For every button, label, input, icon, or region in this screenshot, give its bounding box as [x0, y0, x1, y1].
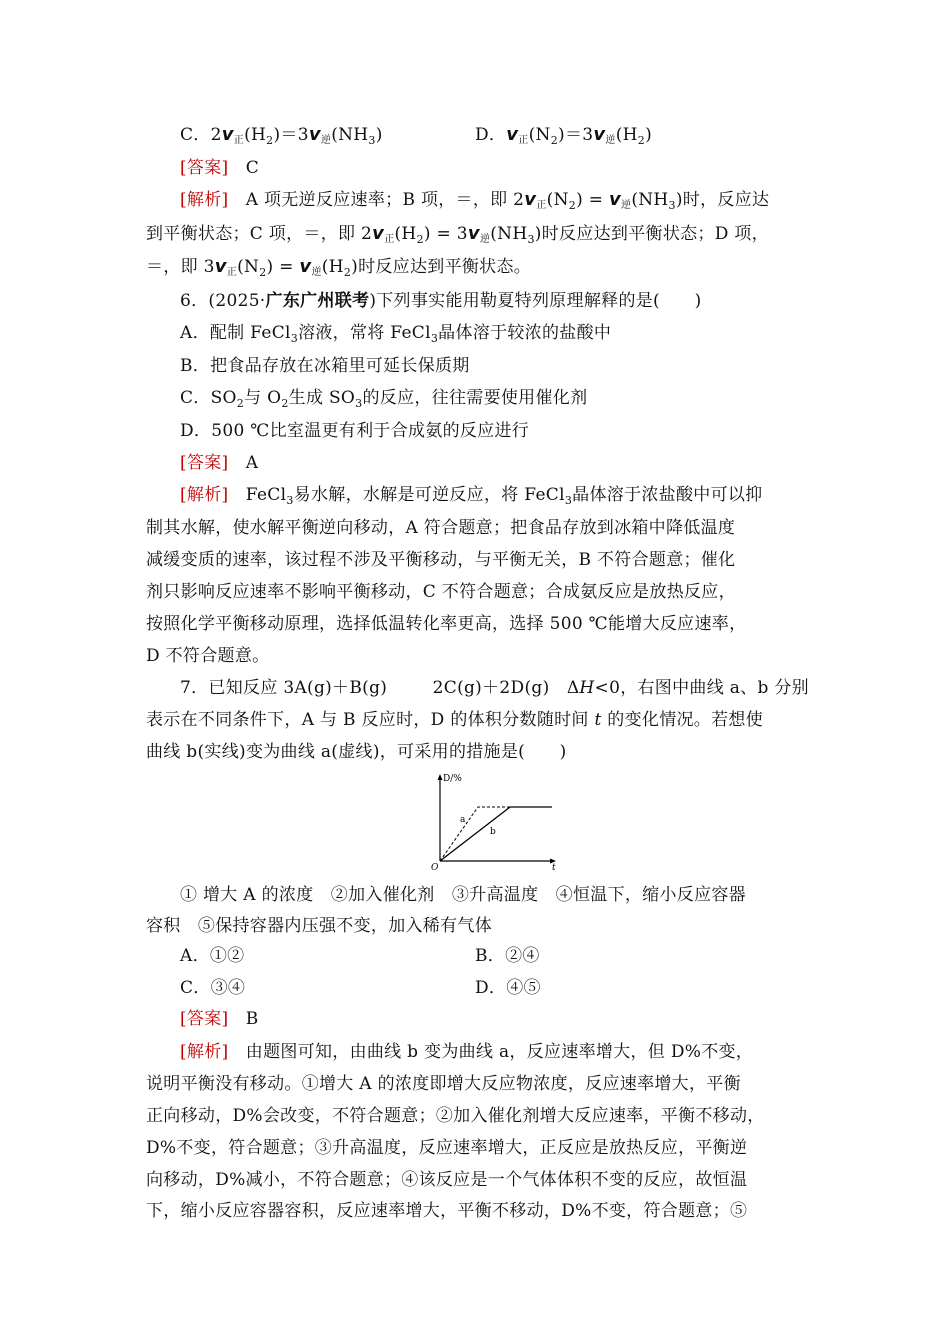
q5-answer: [答案] C [180, 158, 260, 178]
q5-explanation-line3: ＝，即 $3v_正(N_2) = v_逆(H_2)$时反应达到平衡状态。 [146, 256, 532, 279]
q6-option-d: D．500 ℃比室温更有利于合成氨的反应进行 [180, 421, 530, 441]
curve-b [440, 807, 552, 861]
q6-answer: [答案] A [180, 453, 259, 473]
curve-b-label: b [490, 827, 496, 837]
q5-explanation-line2: 到平衡状态；C 项，＝，即 $2v_正(H_2) = 3v_逆(NH_3)$时反应达到平衡状态；D 项， [146, 223, 769, 246]
y-axis-label: D/% [443, 774, 462, 784]
q6-explanation-line6: D 不符合题意。 [146, 646, 270, 666]
q6-explanation-line1: [解析] FeCl$_3$易水解，水解是可逆反应，将 FeCl$_3$晶体溶于浓盐酸中可以抑 [180, 485, 763, 507]
q7-explanation-line6: 下，缩小反应容器容积，反应速率增大，平衡不移动，D%不变，符合题意；⑤ [146, 1201, 748, 1221]
origin-label: O [431, 863, 439, 873]
q6-explanation-line5: 按照化学平衡移动原理，选择低温转化率更高，选择 500 ℃能增大反应速率， [146, 614, 747, 634]
q7-explanation-line3: 正向移动，D%会改变，不符合题意；②加入催化剂增大反应速率，平衡不移动， [146, 1106, 765, 1126]
x-axis-label: t [552, 863, 556, 873]
q7-explanation-line2: 说明平衡没有移动。①增大 A 的浓度即增大反应物浓度，反应速率增大，平衡 [146, 1074, 741, 1094]
q6-stem: 6．(2025·广东广州联考)下列事实能用勒夏特列原理解释的是( ) [180, 291, 702, 311]
q7-measures-line1: ① 增大 A 的浓度 ②加入催化剂 ③升高温度 ④恒温下，缩小反应容器 [180, 885, 746, 905]
q5-options-cd: C．$2v_正(H_2)=3v_逆(NH_3)$ D．$v_正(N_2)=3v_逆(H_2)$ [180, 124, 653, 147]
q7-graph [428, 773, 563, 873]
y-axis-arrow [438, 774, 443, 780]
curve-a-label: a [460, 815, 466, 825]
q5-explanation-line1: [解析] A 项无逆反应速率；B 项，＝，即 $2v_正(N_2) = v_逆(NH_3)$时，反应达 [180, 189, 770, 212]
q6-option-c: C．$SO_2$与 $O_2$生成 $SO_3$的反应，往往需要使用催化剂 [180, 388, 588, 410]
q6-explanation-line2: 制其水解，使水解平衡逆向移动，A 符合题意；把食品存放到冰箱中降低温度 [146, 518, 736, 538]
q7-options-ab: A．①② B．②④ [180, 946, 540, 966]
q7-measures-line2: 容积 ⑤保持容器内压强不变，加入稀有气体 [146, 916, 492, 936]
q6-option-a: A．配制 FeCl$_3$溶液，常将 FeCl$_3$晶体溶于较浓的盐酸中 [180, 323, 612, 345]
q6-option-b: B．把食品存放在冰箱里可延长保质期 [180, 356, 470, 376]
q6-explanation-line4: 剂只影响反应速率不影响平衡移动，C 不符合题意；合成氨反应是放热反应， [146, 582, 736, 602]
q7-explanation-line4: D%不变，符合题意；③升高温度，反应速率增大，正反应是放热反应，平衡逆 [146, 1138, 748, 1158]
q6-explanation-line3: 减缓变质的速率，该过程不涉及平衡移动，与平衡无关，B 不符合题意；催化 [146, 550, 736, 570]
q7-explanation-line5: 向移动，D%减小，不符合题意；④该反应是一个气体体积不变的反应，故恒温 [146, 1170, 748, 1190]
q7-answer: [答案] B [180, 1009, 259, 1029]
q7-options-cd: C．③④ D．④⑤ [180, 978, 541, 998]
q7-stem-line2: 表示在不同条件下，A 与 B 反应时，D 的体积分数随时间 t 的变化情况。若想使 [146, 710, 763, 730]
q7-explanation-line1: [解析] 由题图可知，由曲线 b 变为曲线 a，反应速率增大，但 D%不变， [180, 1042, 754, 1062]
q7-stem-line3: 曲线 b(实线)变为曲线 a(虚线)，可采用的措施是( ) [146, 742, 567, 762]
q7-stem-line1: 7．已知反应 3A(g)＋B(g) 2C(g)＋2D(g) ΔH<0，右图中曲线 a、b 分别 [180, 678, 809, 698]
